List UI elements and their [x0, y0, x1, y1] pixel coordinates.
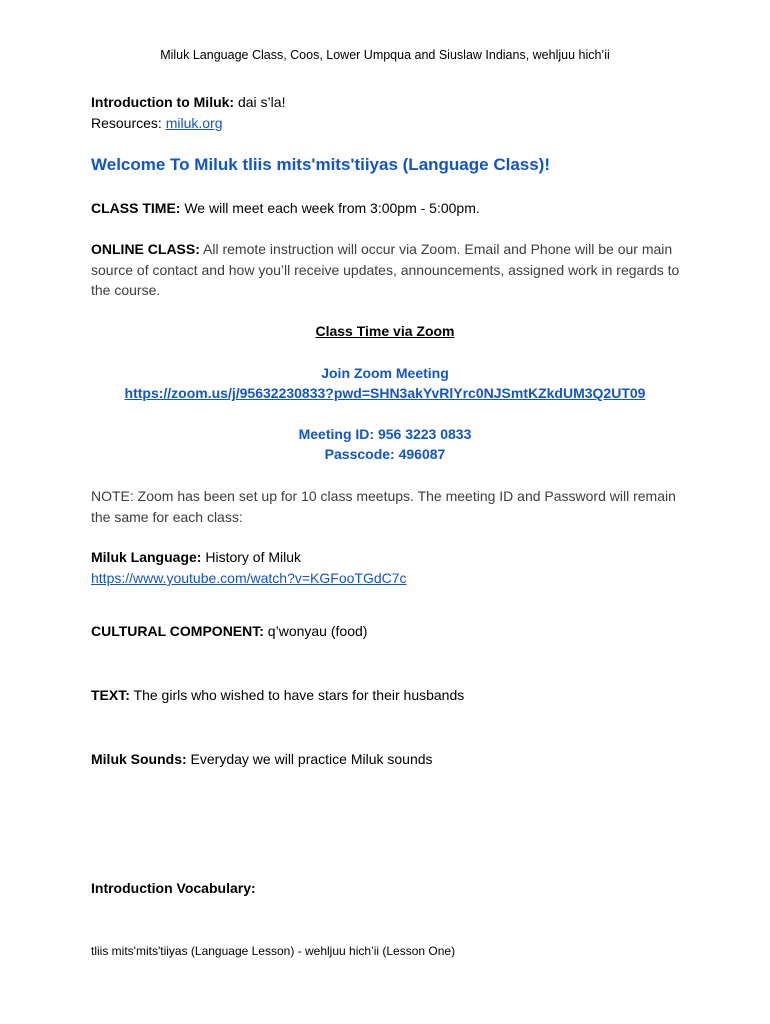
online-class-text: All remote instruction will occur via Zoom. Email and Phone will be our main source of contact and how you’ll receive updates, announcements, assigned work in regards to the course.: [91, 241, 680, 298]
miluk-language-label: Miluk Language:: [91, 549, 202, 565]
cultural-component-label: CULTURAL COMPONENT:: [91, 623, 264, 639]
class-time-text: We will meet each week from 3:00pm - 5:00pm.: [180, 200, 480, 216]
intro-value: dai s’la!: [234, 94, 286, 110]
miluk-sounds-value: Everyday we will practice Miluk sounds: [186, 751, 433, 767]
join-zoom-label: Join Zoom Meeting: [321, 365, 449, 381]
class-time-line: [91, 198, 480, 218]
resources-line: [91, 113, 223, 133]
join-zoom-link[interactable]: https://zoom.us/j/95632230833?pwd=SHN3akYvRlYrc0NJSmtKZkdUM3Q2UT09: [124, 385, 646, 401]
page-footer: tliis mits'mits'tiiyas (Language Lesson) - wehljuu hich’ii (Lesson One): [91, 944, 456, 958]
miluk-sounds-label: Miluk Sounds:: [91, 751, 187, 767]
resources-link[interactable]: miluk.org: [165, 115, 223, 131]
zoom-section-title: Class Time via Zoom: [315, 323, 455, 339]
miluk-sounds-line: [91, 749, 433, 769]
welcome-heading: Welcome To Miluk tliis mits'mits'tiiyas (Language Class)!: [91, 155, 550, 174]
cultural-component-line: [91, 621, 367, 641]
vocabulary-label: Introduction Vocabulary:: [91, 880, 256, 896]
online-class-label: ONLINE CLASS:: [91, 241, 200, 257]
note-paragraph: NOTE: Zoom has been set up for 10 class meetups. The meeting ID and Password will remain the same for each class:: [91, 488, 676, 525]
intro-line: [91, 92, 285, 112]
vocabulary-line: [91, 878, 256, 898]
miluk-language-line: [91, 547, 301, 567]
youtube-link-line: [91, 568, 407, 588]
youtube-link[interactable]: https://www.youtube.com/watch?v=KGFooTGdC7c: [91, 570, 407, 586]
text-value: The girls who wished to have stars for their husbands: [129, 687, 465, 703]
passcode: Passcode: 496087: [324, 446, 446, 462]
miluk-language-value: History of Miluk: [201, 549, 302, 565]
page-header: Miluk Language Class, Coos, Lower Umpqua and Siuslaw Indians, wehljuu hich’ii: [160, 48, 610, 62]
text-label: TEXT:: [91, 687, 130, 703]
intro-label: Introduction to Miluk:: [91, 94, 235, 110]
join-zoom-url-row: [0, 383, 770, 403]
cultural-component-value: q’wonyau (food): [263, 623, 368, 639]
online-class-paragraph: [91, 239, 681, 301]
resources-label: Resources:: [91, 115, 166, 131]
class-time-label: CLASS TIME:: [91, 200, 181, 216]
meeting-id: Meeting ID: 956 3223 0833: [298, 426, 472, 442]
text-line: [91, 685, 464, 705]
